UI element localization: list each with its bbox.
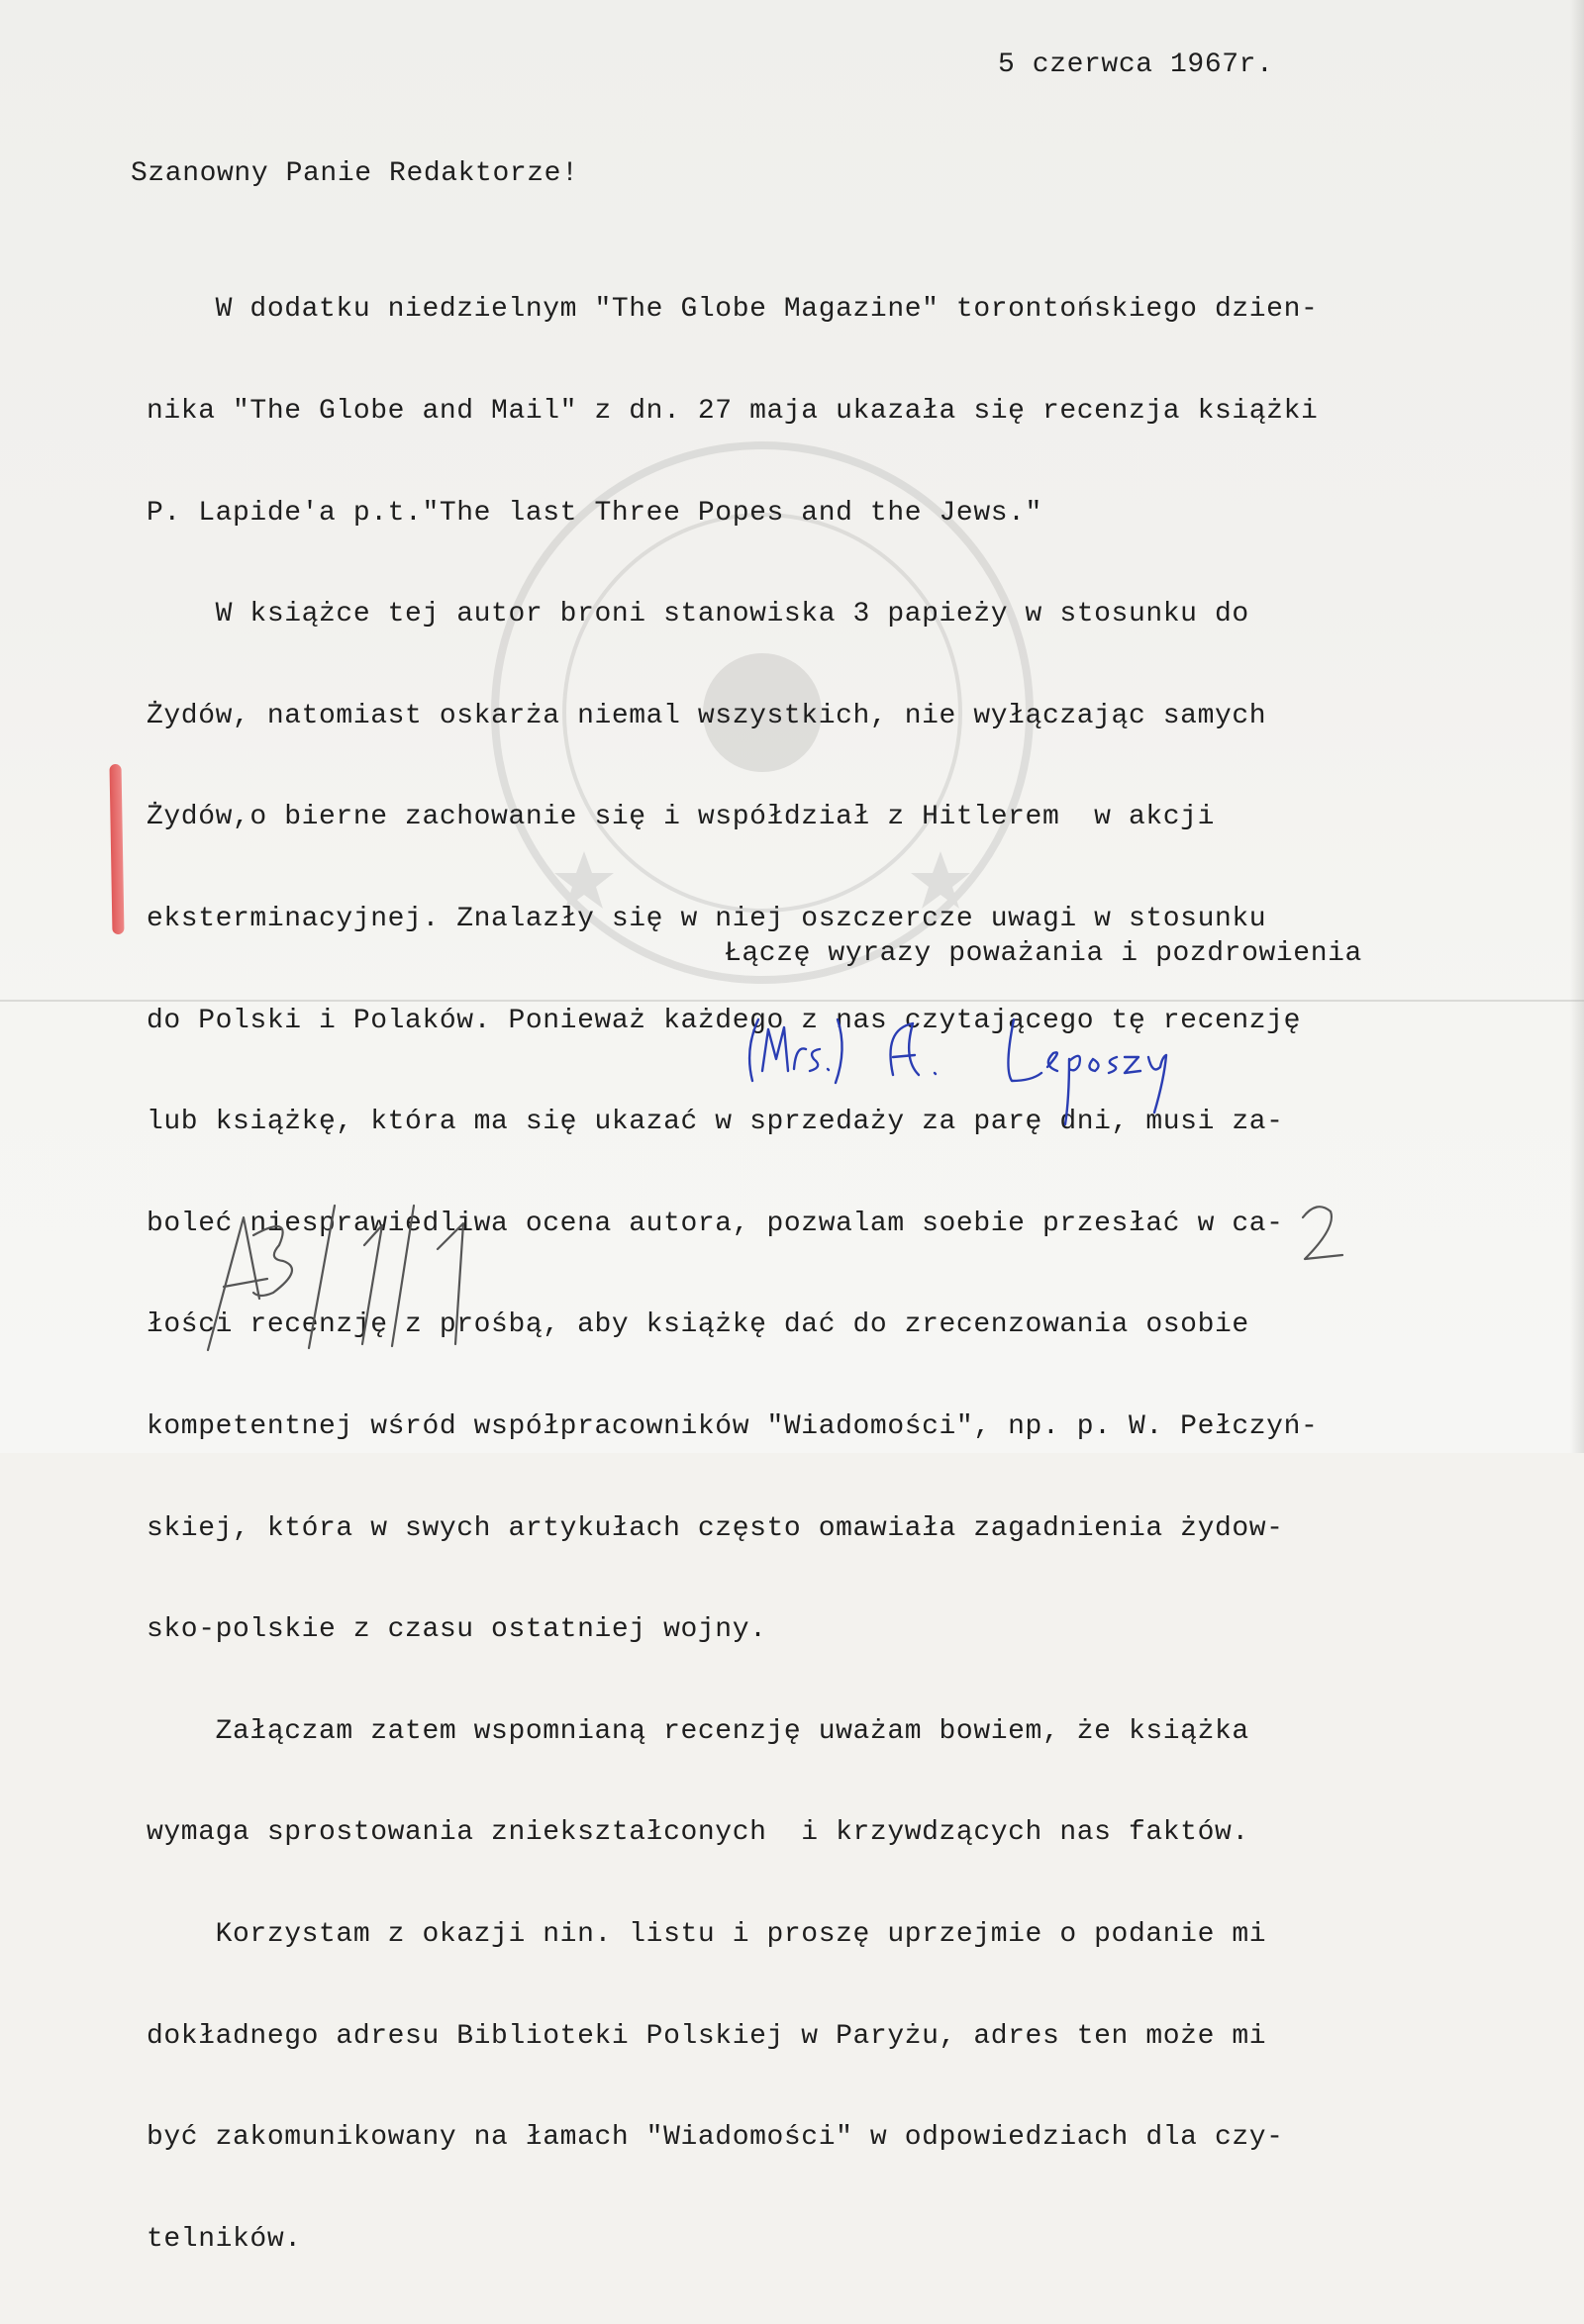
pencil-archive-number — [204, 1196, 521, 1354]
body-line: skiej, która w swych artykułach często omawiała zagadnienia żydow- — [147, 1512, 1284, 1544]
body-line: P. Lapide'a p.t."The last Three Popes and the Jews." — [147, 497, 1042, 529]
body-line: nika "The Globe and Mail" z dn. 27 maja ukazała się recenzja książki — [147, 396, 1319, 427]
body-line: W dodatku niedzielnym "The Globe Magazine" torontońskiego dzien- — [147, 294, 1319, 326]
body-line: Żydów,o bierne zachowanie się i współdział z Hitlerem w akcji — [147, 802, 1215, 833]
body-line: eksterminacyjnej. Znalazły się w niej oszczercze uwagi w stosunku — [147, 903, 1267, 934]
body-line: sko-polskie z czasu ostatniej wojny. — [147, 1614, 767, 1646]
body-line: Korzystam z okazji nin. listu i proszę uprzejmie o podanie mi — [147, 1918, 1267, 1950]
body-line: Załączam zatem wspomnianą recenzję uważam bowiem, że książka — [147, 1715, 1249, 1747]
body-line: dokładnego adresu Biblioteki Polskiej w Paryżu, adres ten może mi — [147, 2020, 1267, 2052]
paper-edge-shadow — [1570, 0, 1584, 1453]
body-line: do Polski i Polaków. Ponieważ każdego z nas czytającego tę recenzję — [147, 1005, 1301, 1036]
body-line: boleć niesprawiedliwa ocena autora, pozwalam soebie przesłać w ca- — [147, 1208, 1284, 1239]
body-line: wymaga sprostowania zniekształconych i krzywdzących nas faktów. — [147, 1817, 1249, 1849]
body-line: Żydów, natomiast oskarża niemal wszystkich, nie wyłączając samych — [147, 700, 1267, 731]
red-crayon-margin-mark — [110, 764, 125, 934]
body-line: W książce tej autor broni stanowiska 3 papieży w stosunku do — [147, 599, 1249, 630]
letter-date: 5 czerwca 1967r. — [998, 49, 1274, 80]
letter-closing: Łączę wyrazy poważania i pozdrowienia — [725, 938, 1362, 969]
body-line: być zakomunikowany na łamach "Wiadomości" w odpowiedziach dla czy- — [147, 2122, 1284, 2154]
letter-salutation: Szanowny Panie Redaktorze! — [131, 158, 579, 189]
handwritten-signature — [744, 1010, 1200, 1128]
body-line: lub książkę, która ma się ukazać w sprzedaży za parę dni, musi za- — [147, 1107, 1284, 1138]
body-line: kompetentnej wśród współpracowników "Wiadomości", np. p. W. Pełczyń- — [147, 1410, 1319, 1442]
body-line: łości recenzję z prośbą, aby książkę dać do zrecenzowania osobie — [147, 1309, 1249, 1341]
pencil-page-number — [1297, 1198, 1356, 1267]
body-line: telników. — [147, 2223, 302, 2255]
